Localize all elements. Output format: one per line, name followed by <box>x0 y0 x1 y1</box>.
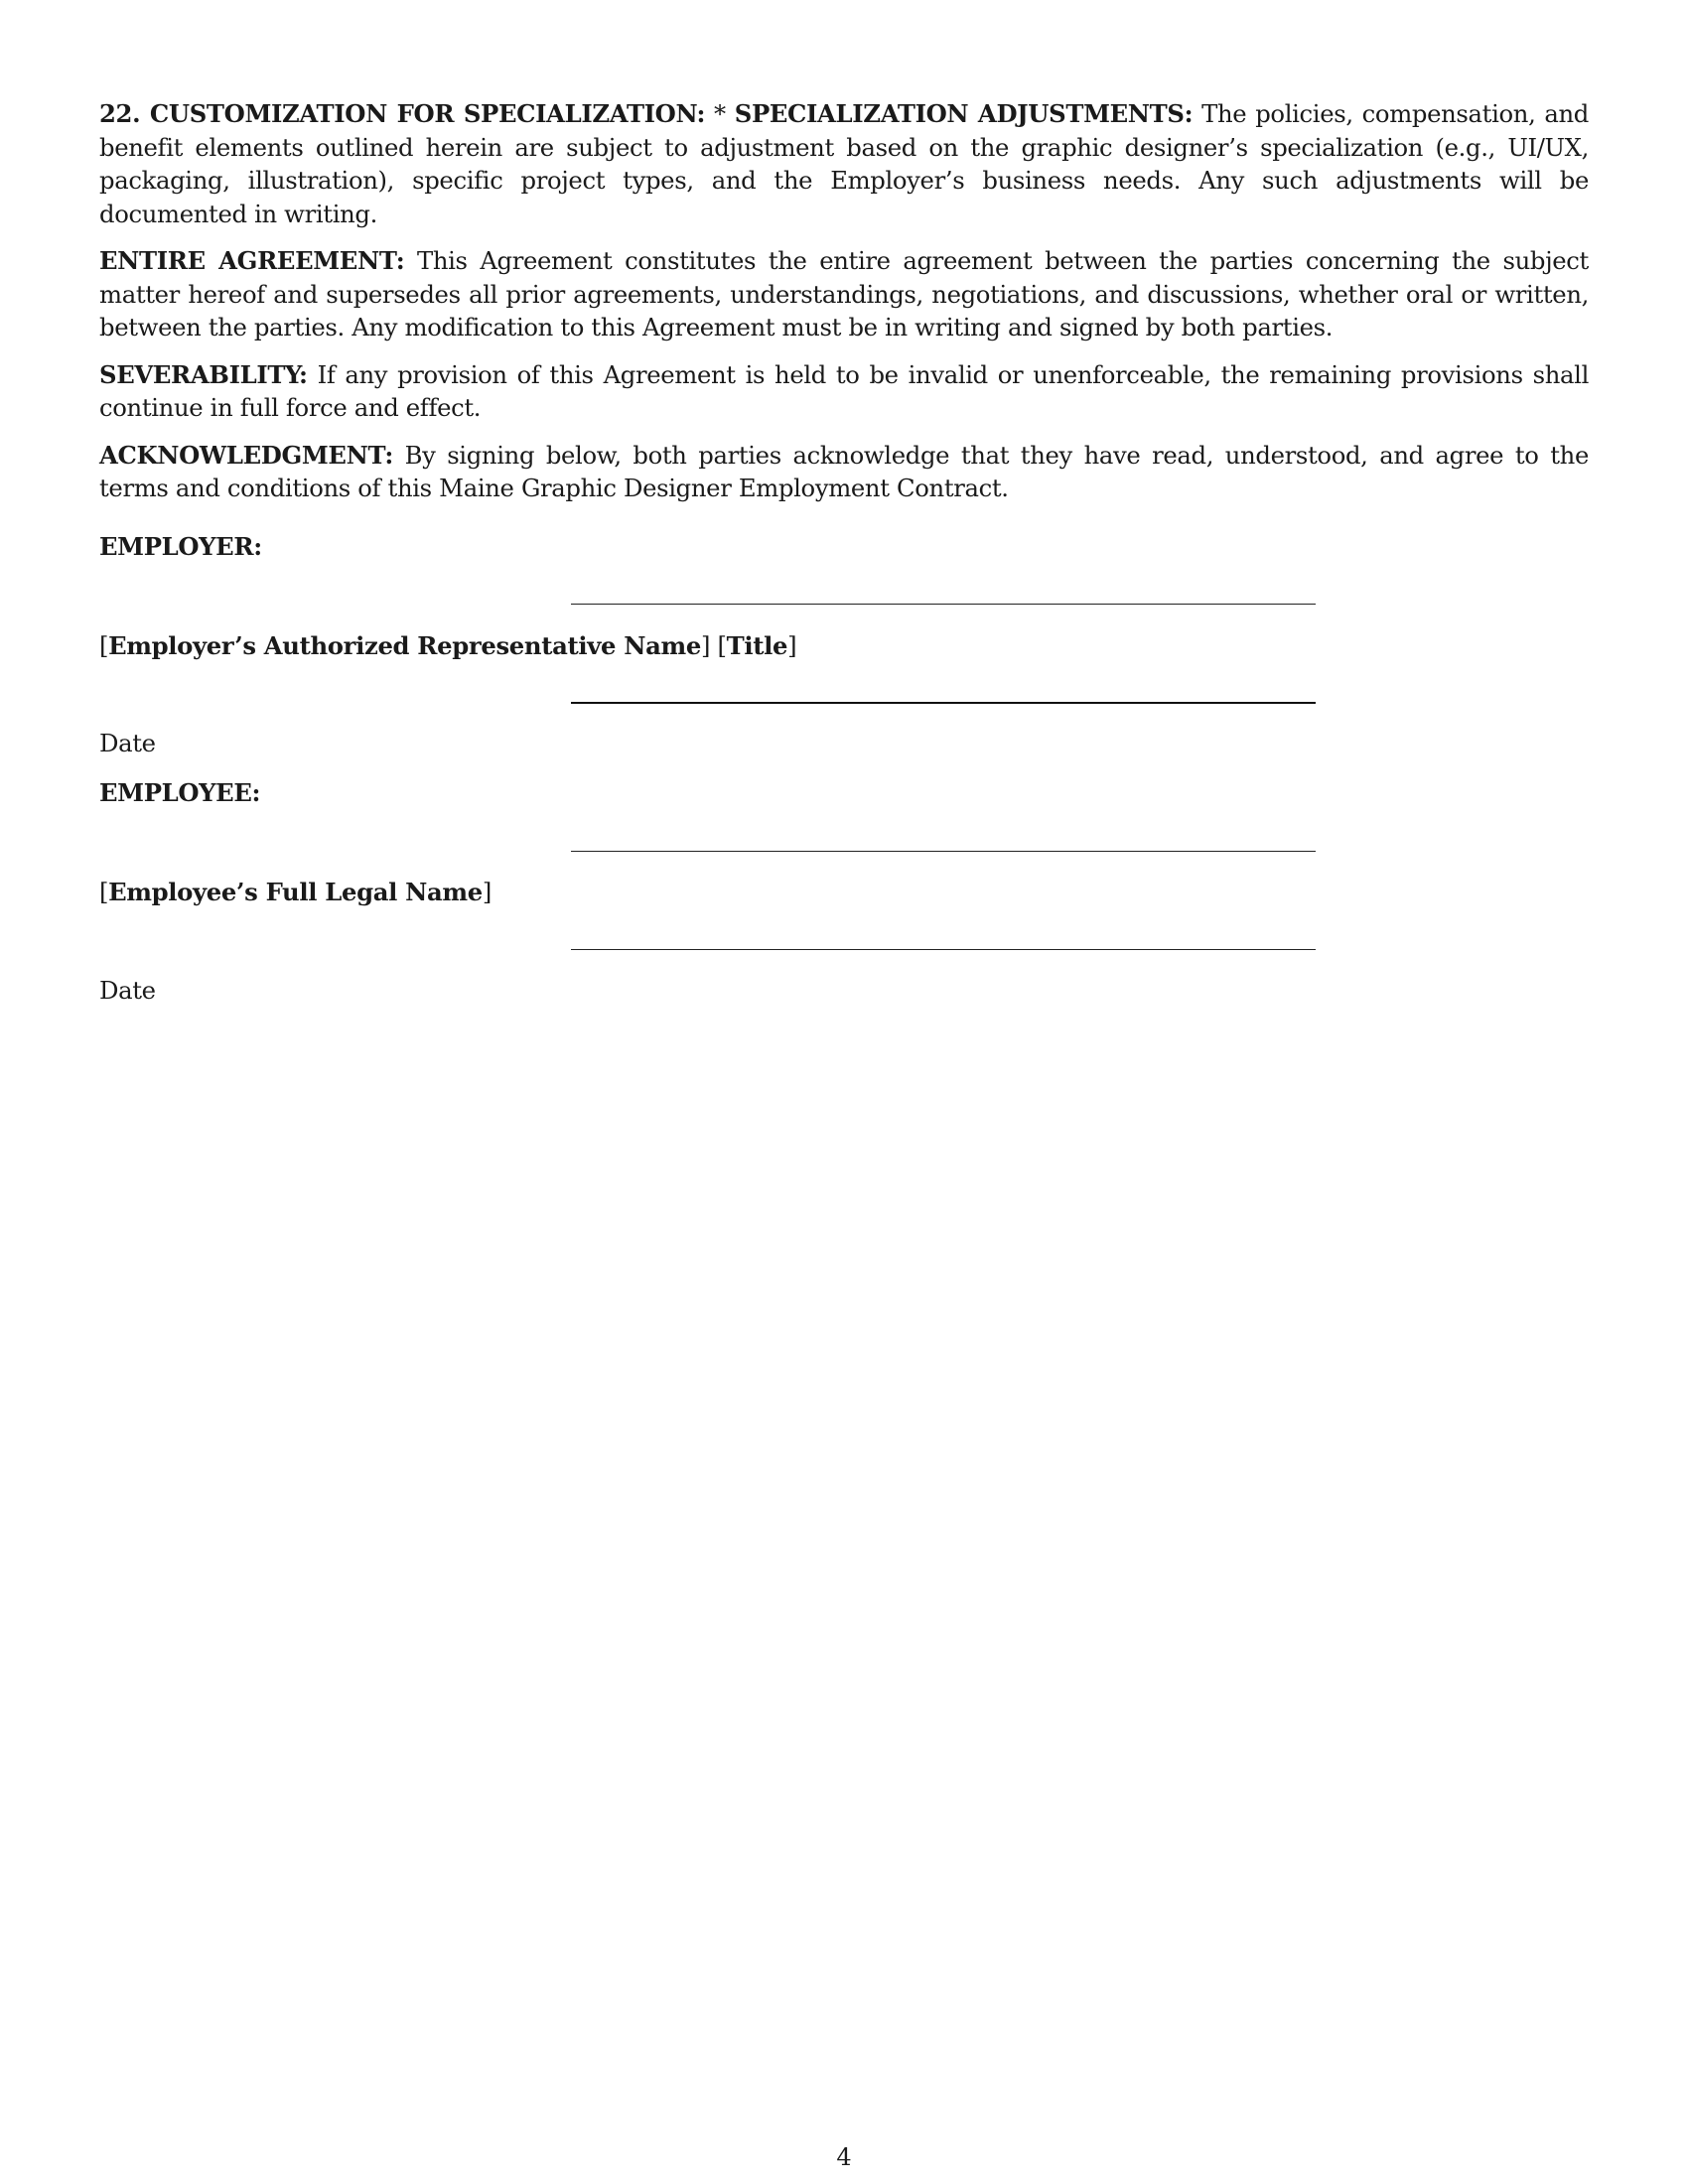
employer-name-title-line <box>99 629 796 663</box>
employee-name-line <box>99 876 492 909</box>
employer-signature-line[interactable] <box>571 604 1316 605</box>
entire-agreement-text: This Agreement constitutes the entire agreement between the parties concerning the subject matter hereof and supersedes all prior agreements, understandings, negotiations, and discussions, whether oral or written, between the parties. Any modification to this Agreement must be in writing and signed by both parties. <box>99 246 1589 341</box>
employee-heading: EMPLOYEE: <box>99 778 261 807</box>
specialization-adjustments-label: SPECIALIZATION ADJUSTMENTS: <box>734 99 1194 128</box>
employer-bracket-open: [ <box>99 631 109 660</box>
employer-heading: EMPLOYER: <box>99 532 262 561</box>
employer-date-line[interactable] <box>571 702 1316 704</box>
page-number: 4 <box>836 2143 852 2171</box>
employer-date-label: Date <box>99 729 156 757</box>
severability-text: If any provision of this Agreement is held to be invalid or unenforceable, the remaining provisions shall continue in full force and effect. <box>99 359 1589 422</box>
employee-date-line[interactable] <box>571 949 1316 950</box>
acknowledgment-label: ACKNOWLEDGMENT: <box>99 440 393 470</box>
entire-agreement-label: ENTIRE AGREEMENT: <box>99 246 405 275</box>
employee-date-label: Date <box>99 976 156 1005</box>
customization-text: The policies, compensation, and benefit elements outlined herein are subject to adjustment based on the graphic designer’s specialization (e.g., UI/UX, packaging, illustration), specific project types, and the Employer’s business needs. Any such adjustments will be documented in writing. <box>99 99 1590 228</box>
document-page <box>99 97 1589 519</box>
employer-title-bracket-close: ] <box>787 631 797 660</box>
acknowledgment-section <box>99 439 1589 505</box>
customization-label: 22. CUSTOMIZATION FOR SPECIALIZATION: <box>99 99 706 128</box>
employer-bracket-close: ] <box>700 631 711 660</box>
employee-signature-line[interactable] <box>571 851 1316 852</box>
employer-name-placeholder: Employer’s Authorized Representative Name <box>108 631 701 660</box>
severability-section <box>99 358 1589 425</box>
entire-agreement-section <box>99 244 1589 344</box>
employer-title-bracket-open: [ <box>710 631 727 660</box>
employee-bracket-close: ] <box>482 878 492 906</box>
customization-marker: * <box>705 99 735 128</box>
employee-name-placeholder: Employee’s Full Legal Name <box>108 878 483 906</box>
employee-bracket-open: [ <box>99 878 109 906</box>
severability-label: SEVERABILITY: <box>99 359 308 389</box>
customization-section <box>99 97 1589 230</box>
acknowledgment-text: By signing below, both parties acknowledge that they have read, understood, and agree to the terms and conditions of this Maine Graphic Designer Employment Contract. <box>99 440 1589 502</box>
employer-title-placeholder: Title <box>726 631 788 660</box>
